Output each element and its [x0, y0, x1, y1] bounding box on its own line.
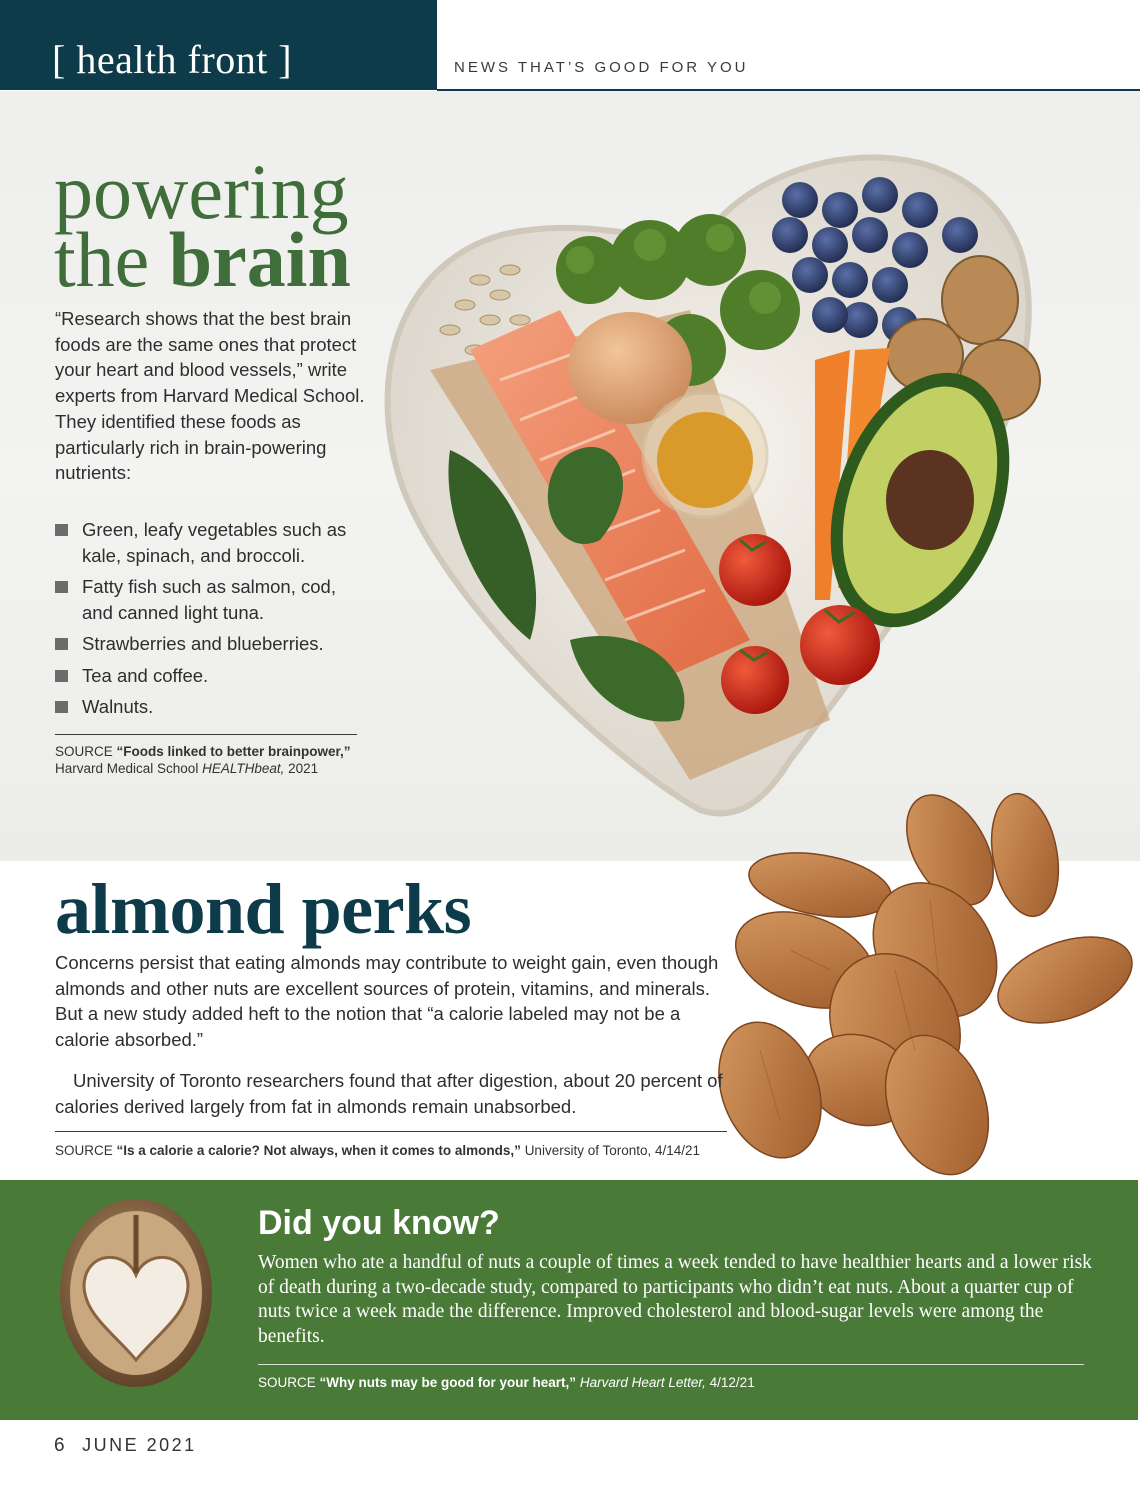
list-item-text: Strawberries and blueberries.	[82, 633, 324, 654]
page-footer	[54, 1435, 197, 1457]
list-item-text: Tea and coffee.	[82, 664, 209, 686]
source-publication: University of Toronto, 4/14/21	[524, 1143, 701, 1158]
heart-plate-food-image	[360, 120, 1060, 840]
page-number: 6	[54, 1435, 65, 1456]
almond-source	[55, 1142, 755, 1159]
brain-headline-line1: powering	[54, 148, 349, 235]
bullet-square-icon	[55, 581, 68, 593]
list-item	[55, 694, 365, 720]
section-title: [ health front ]	[52, 37, 293, 82]
list-item-text: Fatty fish such as salmon, cod, and canned light tuna.	[82, 576, 336, 623]
source-title: “Foods linked to better brainpower,”	[116, 744, 351, 759]
source-publication-italic: Harvard Heart Letter,	[579, 1375, 706, 1390]
walnut-heart-image	[56, 1195, 216, 1391]
list-item	[55, 663, 365, 689]
source-publication-italic: HEALTHbeat,	[202, 761, 285, 776]
source-label: SOURCE	[258, 1375, 316, 1390]
source-title: “Is a calorie a calorie? Not always, when it comes to almonds,”	[116, 1143, 521, 1158]
did-you-know-source	[258, 1375, 755, 1390]
list-item	[55, 517, 365, 568]
source-year: 2021	[288, 761, 319, 776]
brain-headline-bold: brain	[168, 216, 351, 303]
almond-headline: almond perks	[55, 869, 472, 949]
list-item	[55, 574, 365, 625]
bullet-square-icon	[55, 670, 68, 682]
bullet-square-icon	[55, 524, 68, 536]
source-date: 4/12/21	[709, 1375, 755, 1390]
brain-intro-paragraph: “Research shows that the best brain foods are the same ones that protect your heart and blood vessels,” write experts from Harvard Medical School. They identified these foods as particularly rich in brain-powering nutrients:	[55, 308, 365, 484]
brain-headline	[54, 148, 351, 303]
source-label: SOURCE	[55, 1143, 113, 1158]
did-you-know-body: Women who ate a handful of nuts a couple of times a week tended to have healthier hearts and a lower risk of death during a two-decade study, compared to participants who didn’t eat nuts. About a quarter cup of nuts twice a week made the difference. Improved cholesterol and blood-sugar levels were among the benefits.	[258, 1252, 1092, 1347]
list-item	[55, 631, 365, 657]
source-label: SOURCE	[55, 744, 113, 759]
brain-headline-plain: the	[54, 216, 169, 303]
source-publication: Harvard Medical School	[55, 761, 199, 776]
bullet-square-icon	[55, 638, 68, 650]
bullet-square-icon	[55, 701, 68, 713]
source-title: “Why nuts may be good for your heart,”	[319, 1375, 577, 1390]
almonds-image	[700, 790, 1140, 1180]
did-you-know-rule	[258, 1364, 1084, 1365]
list-item-text: Green, leafy vegetables such as kale, spinach, and broccoli.	[82, 519, 347, 566]
brain-headline-line2	[54, 216, 351, 303]
brain-source-rule	[55, 734, 357, 735]
section-tagline: NEWS THAT’S GOOD FOR YOU	[454, 59, 749, 76]
list-item-text: Walnuts.	[82, 696, 154, 717]
almond-paragraph-2: University of Toronto researchers found that after digestion, about 20 percent of calories derived largely from fat in almonds remain unabsorbed.	[55, 1070, 723, 1117]
almond-paragraph-1: Concerns persist that eating almonds may contribute to weight gain, even though almonds and other nuts are excellent sources of protein, vitamins, and minerals. But a new study added heft to the notion that “a calorie labeled may not be a calorie absorbed.”	[55, 952, 719, 1050]
issue-date: JUNE 2021	[82, 1435, 197, 1455]
brain-food-list	[55, 517, 365, 726]
almond-source-rule	[55, 1131, 727, 1132]
brain-source	[55, 743, 375, 777]
did-you-know-title: Did you know?	[258, 1204, 500, 1242]
